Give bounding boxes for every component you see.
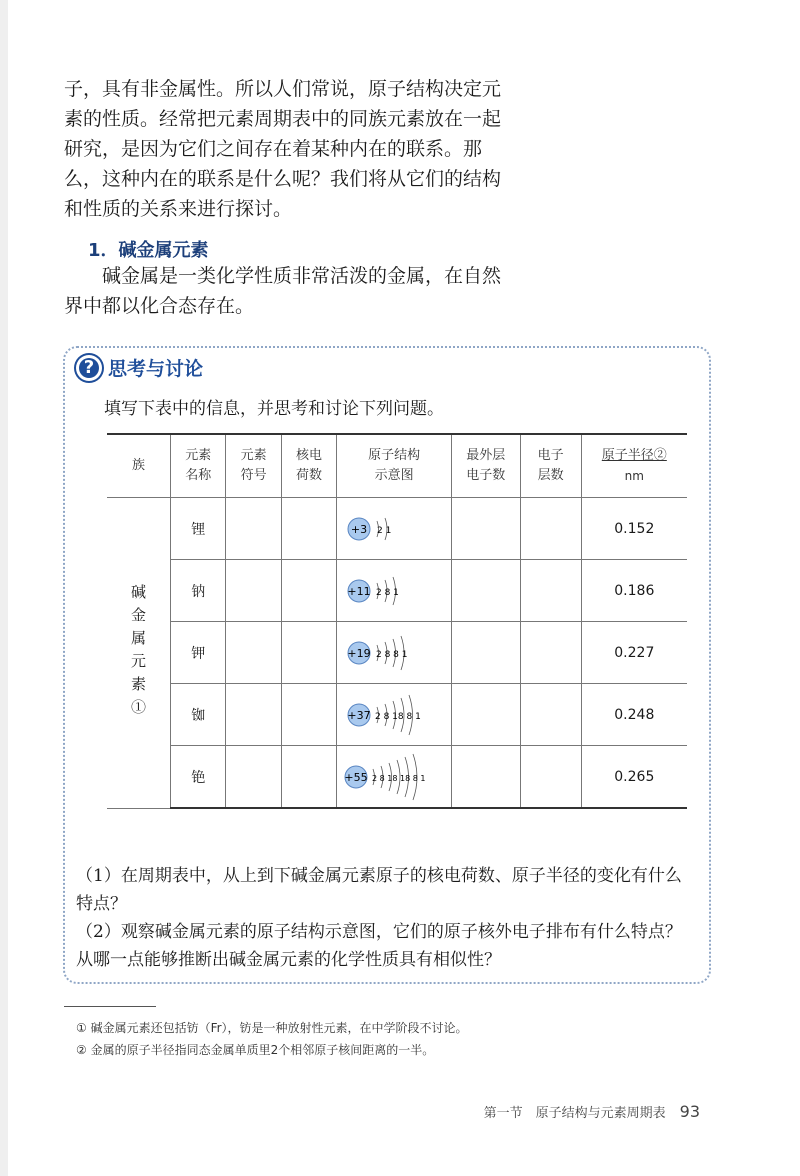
header-outer-text: 最外层电子数 [466, 448, 506, 483]
question-2: （2）观察碱金属元素的原子结构示意图，它们的原子核外电子排布有什么特点？从哪一点能够推断出碱金属元素的化学性质具有相似性？ [76, 922, 682, 970]
question-icon: ? [76, 355, 102, 381]
alkali-table [107, 433, 687, 809]
charge-cell [281, 684, 336, 746]
discussion-header [76, 354, 203, 381]
footnote-divider [64, 1006, 156, 1007]
nucleus-charge: +11 [347, 584, 371, 598]
table-row [107, 498, 687, 560]
atom-diagram [339, 625, 449, 681]
radius-value: 0.265 [581, 746, 687, 809]
symbol-cell [226, 498, 281, 560]
charge-cell [281, 498, 336, 560]
page-margin [0, 0, 8, 1176]
question-1: （1）在周期表中，从上到下碱金属元素原子的核电荷数、原子半径的变化有什么特点？ [76, 866, 682, 914]
page-number: 93 [679, 1102, 700, 1121]
symbol-cell [226, 684, 281, 746]
outer-cell [452, 684, 521, 746]
diagram-cell [337, 622, 452, 684]
element-name: 铯 [171, 746, 226, 809]
atom-diagram [339, 501, 449, 557]
header-layers [520, 434, 581, 498]
header-radius [581, 434, 687, 498]
header-charge-text: 核电荷数 [296, 448, 323, 483]
header-radius-unit: nm [624, 469, 644, 483]
layers-cell [520, 498, 581, 560]
diagram-cell [337, 498, 452, 560]
layers-cell [520, 560, 581, 622]
radius-value: 0.248 [581, 684, 687, 746]
footnote-1: ① 碱金属元素还包括钫（Fr），钫是一种放射性元素，在中学阶段不讨论。 [76, 1021, 468, 1035]
table-row [107, 684, 687, 746]
table-row [107, 622, 687, 684]
outer-cell [452, 622, 521, 684]
element-name: 锂 [171, 498, 226, 560]
header-layers-text: 电子层数 [537, 448, 564, 483]
section-heading: 1．碱金属元素 [88, 240, 209, 261]
header-radius-text: 原子半径② [601, 448, 667, 463]
footer-section: 第一节 原子结构与元素周期表 [483, 1106, 666, 1121]
outer-cell [452, 746, 521, 809]
nucleus-charge: +19 [347, 646, 371, 660]
symbol-cell [226, 560, 281, 622]
outer-cell [452, 560, 521, 622]
footnote-2: ② 金属的原子半径指同态金属单质里2个相邻原子核间距离的一半。 [76, 1043, 435, 1057]
header-charge [281, 434, 336, 498]
shell-electrons: 2 8 1 [376, 587, 400, 598]
radius-value: 0.227 [581, 622, 687, 684]
header-diagram [337, 434, 452, 498]
discussion-title: 思考与讨论 [108, 358, 204, 380]
charge-cell [281, 746, 336, 809]
nucleus-charge: +37 [347, 708, 371, 722]
charge-cell [281, 560, 336, 622]
layers-cell [520, 746, 581, 809]
shell-electrons: 2 8 18 8 1 [375, 711, 421, 722]
element-name: 铷 [171, 684, 226, 746]
header-outer [452, 434, 521, 498]
header-name-text: 元素名称 [185, 448, 212, 483]
atom-diagram [339, 563, 449, 619]
page-footer [484, 1102, 700, 1121]
symbol-cell [226, 622, 281, 684]
shell-electrons: 2 8 8 1 [376, 649, 408, 660]
table-row [107, 746, 687, 809]
group-cell [107, 498, 171, 809]
symbol-cell [226, 746, 281, 809]
alkali-paragraph: 碱金属是一类化学性质非常活泼的金属，在自然界中都以化合态存在。 [64, 265, 502, 317]
header-symbol-text: 元素符号 [240, 448, 267, 483]
nucleus-charge: +3 [351, 522, 368, 536]
layers-cell [520, 622, 581, 684]
instruction-text: 填写下表中的信息，并思考和讨论下列问题。 [104, 399, 444, 419]
table-header-row [107, 434, 687, 498]
header-symbol [226, 434, 281, 498]
table-row [107, 560, 687, 622]
header-group: 族 [107, 434, 171, 498]
nucleus-charge: +55 [344, 770, 368, 784]
radius-value: 0.152 [581, 498, 687, 560]
element-name: 钠 [171, 560, 226, 622]
radius-value: 0.186 [581, 560, 687, 622]
group-label: 碱金属元素① [129, 583, 147, 722]
diagram-cell [337, 560, 452, 622]
element-name: 钾 [171, 622, 226, 684]
header-name [171, 434, 226, 498]
charge-cell [281, 622, 336, 684]
shell-electrons: 2 8 18 18 8 1 [372, 773, 426, 783]
atom-diagram [339, 687, 449, 743]
atom-diagram [339, 748, 449, 806]
intro-paragraph: 子，具有非金属性。所以人们常说，原子结构决定元素的性质。经常把元素周期表中的同族元素放在一起研究，是因为它们之间存在着某种内在的联系。那么，这种内在的联系是什么呢？我们将从它们的结构和性质的关系来进行探讨。 [64, 78, 502, 220]
shell-electrons: 2 1 [377, 525, 392, 536]
outer-cell [452, 498, 521, 560]
diagram-cell [337, 684, 452, 746]
diagram-cell [337, 746, 452, 809]
layers-cell [520, 684, 581, 746]
header-diagram-text: 原子结构示意图 [368, 448, 421, 483]
